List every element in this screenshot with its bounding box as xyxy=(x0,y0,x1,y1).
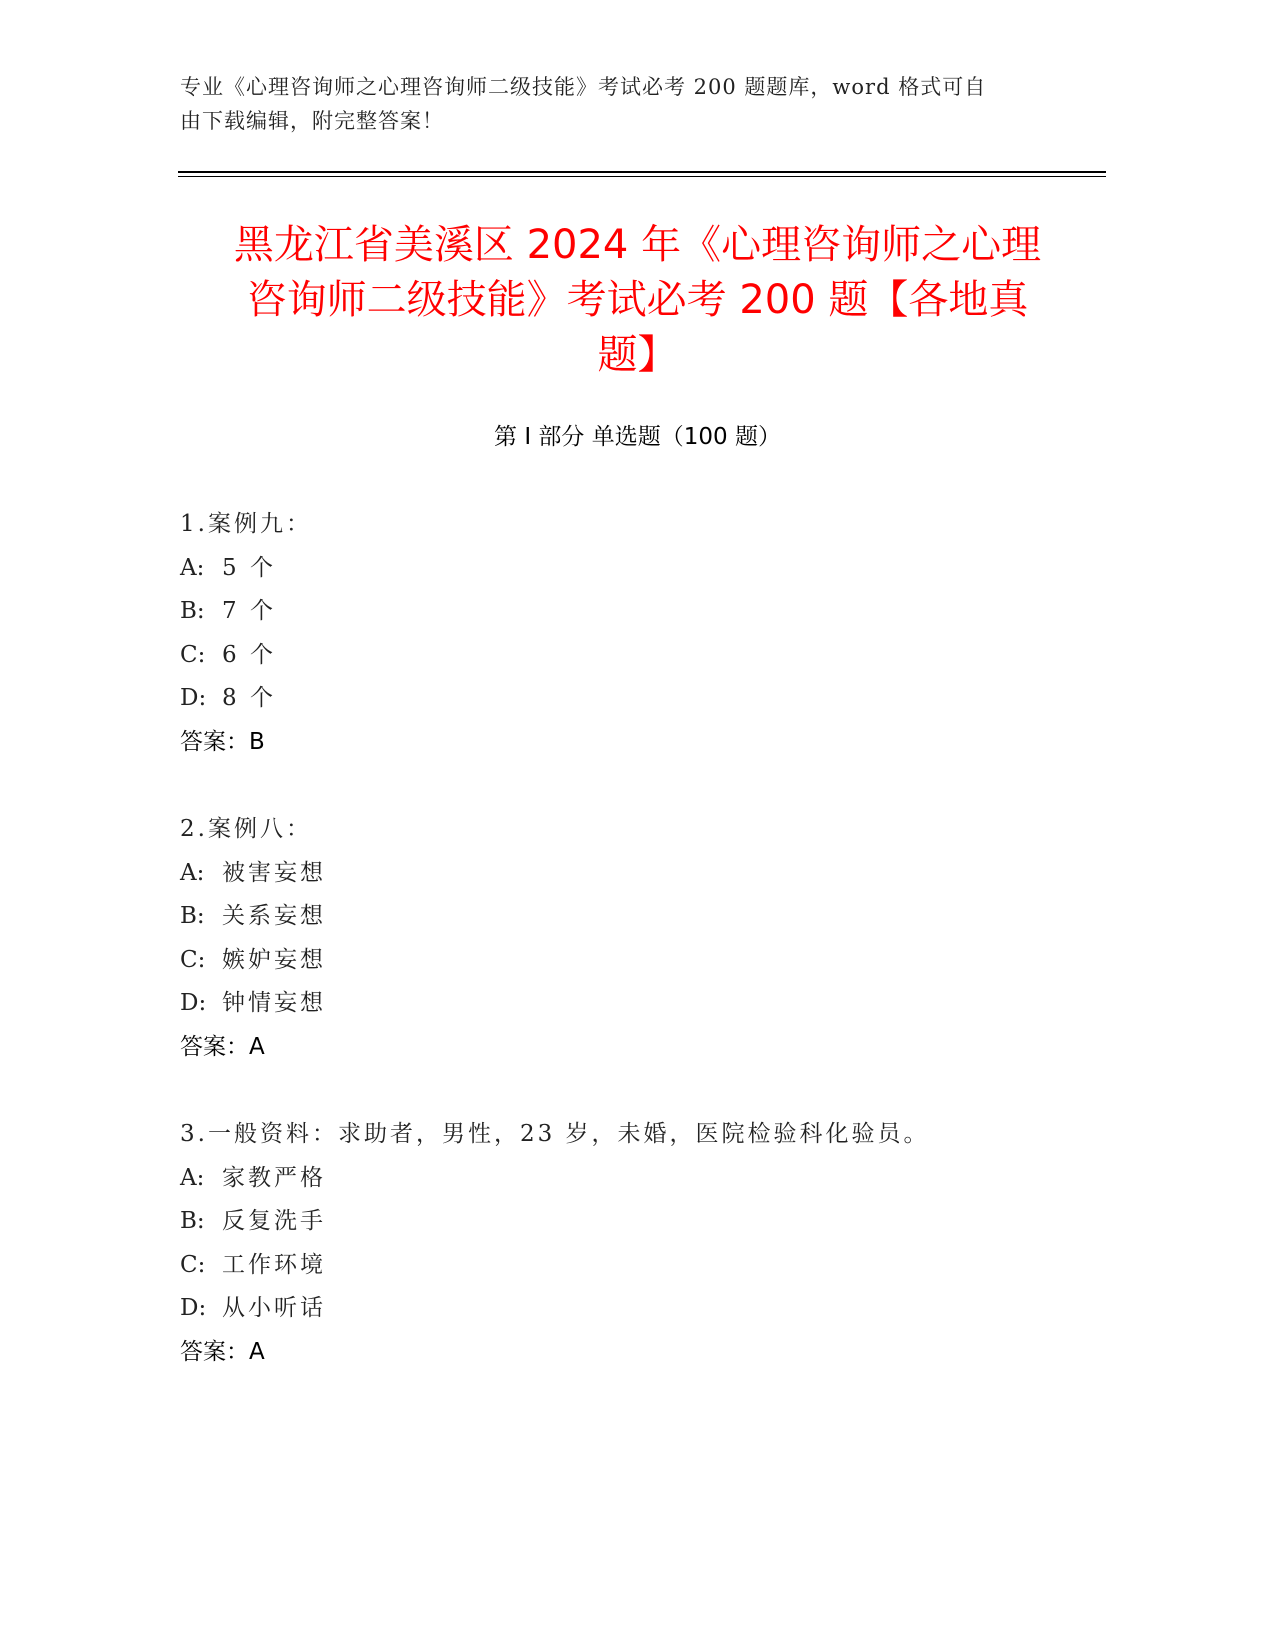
option-b xyxy=(180,590,1080,634)
question-stem: 2.案例八： xyxy=(180,816,312,842)
option-c xyxy=(180,1244,1080,1288)
option-label: B: xyxy=(180,1208,205,1235)
title-line-3: 题】 xyxy=(597,332,678,378)
option-text: 5 个 xyxy=(222,554,276,581)
header-divider-thick xyxy=(178,171,1106,173)
option-text: 家教严格 xyxy=(222,1164,326,1191)
document-title xyxy=(160,218,1115,383)
option-text: 6 个 xyxy=(222,641,276,668)
option-label: B: xyxy=(180,903,205,930)
option-label: B: xyxy=(180,598,205,625)
option-text: 从小听话 xyxy=(222,1295,326,1322)
option-d xyxy=(180,677,1080,721)
option-label: C: xyxy=(180,1251,206,1278)
option-a xyxy=(180,852,1080,896)
option-text: 7 个 xyxy=(222,598,276,625)
option-text: 嫉妒妄想 xyxy=(222,946,326,973)
option-label: C: xyxy=(180,641,206,668)
option-label: D: xyxy=(180,990,207,1017)
intro-line-2: 由下载编辑，附完整答案！ xyxy=(180,109,444,133)
option-b xyxy=(180,1200,1080,1244)
option-label: C: xyxy=(180,946,206,973)
answer: 答案：A xyxy=(180,1033,265,1060)
intro-line-1: 专业《心理咨询师之心理咨询师二级技能》考试必考 200 题题库，word 格式可自 xyxy=(180,75,987,99)
option-d xyxy=(180,1287,1080,1331)
question-stem: 3.一般资料：求助者，男性，23 岁，未婚，医院检验科化验员。 xyxy=(180,1121,930,1147)
section-heading: 第 I 部分 单选题（100 题） xyxy=(494,424,781,450)
option-a xyxy=(180,1157,1080,1201)
header-divider-thin xyxy=(178,176,1106,177)
question-3 xyxy=(180,1113,1080,1375)
option-text: 反复洗手 xyxy=(222,1208,326,1235)
option-text: 工作环境 xyxy=(222,1251,326,1278)
option-label: A: xyxy=(180,859,205,886)
option-label: A: xyxy=(180,554,205,581)
option-label: D: xyxy=(180,685,207,712)
option-c xyxy=(180,634,1080,678)
option-label: D: xyxy=(180,1295,207,1322)
question-1 xyxy=(180,503,1080,765)
answer: 答案：A xyxy=(180,1338,265,1365)
option-text: 钟情妄想 xyxy=(222,990,326,1017)
answer: 答案：B xyxy=(180,728,265,755)
question-stem: 1.案例九： xyxy=(180,511,312,537)
option-text: 关系妄想 xyxy=(222,903,326,930)
option-a xyxy=(180,547,1080,591)
title-line-2: 咨询师二级技能》考试必考 200 题【各地真 xyxy=(246,277,1029,323)
option-label: A: xyxy=(180,1164,205,1191)
option-d xyxy=(180,982,1080,1026)
intro-paragraph xyxy=(180,70,1060,138)
title-line-1: 黑龙江省美溪区 2024 年《心理咨询师之心理 xyxy=(233,222,1042,268)
question-2 xyxy=(180,808,1080,1070)
option-b xyxy=(180,895,1080,939)
option-c xyxy=(180,939,1080,983)
option-text: 8 个 xyxy=(222,685,276,712)
option-text: 被害妄想 xyxy=(222,859,326,886)
